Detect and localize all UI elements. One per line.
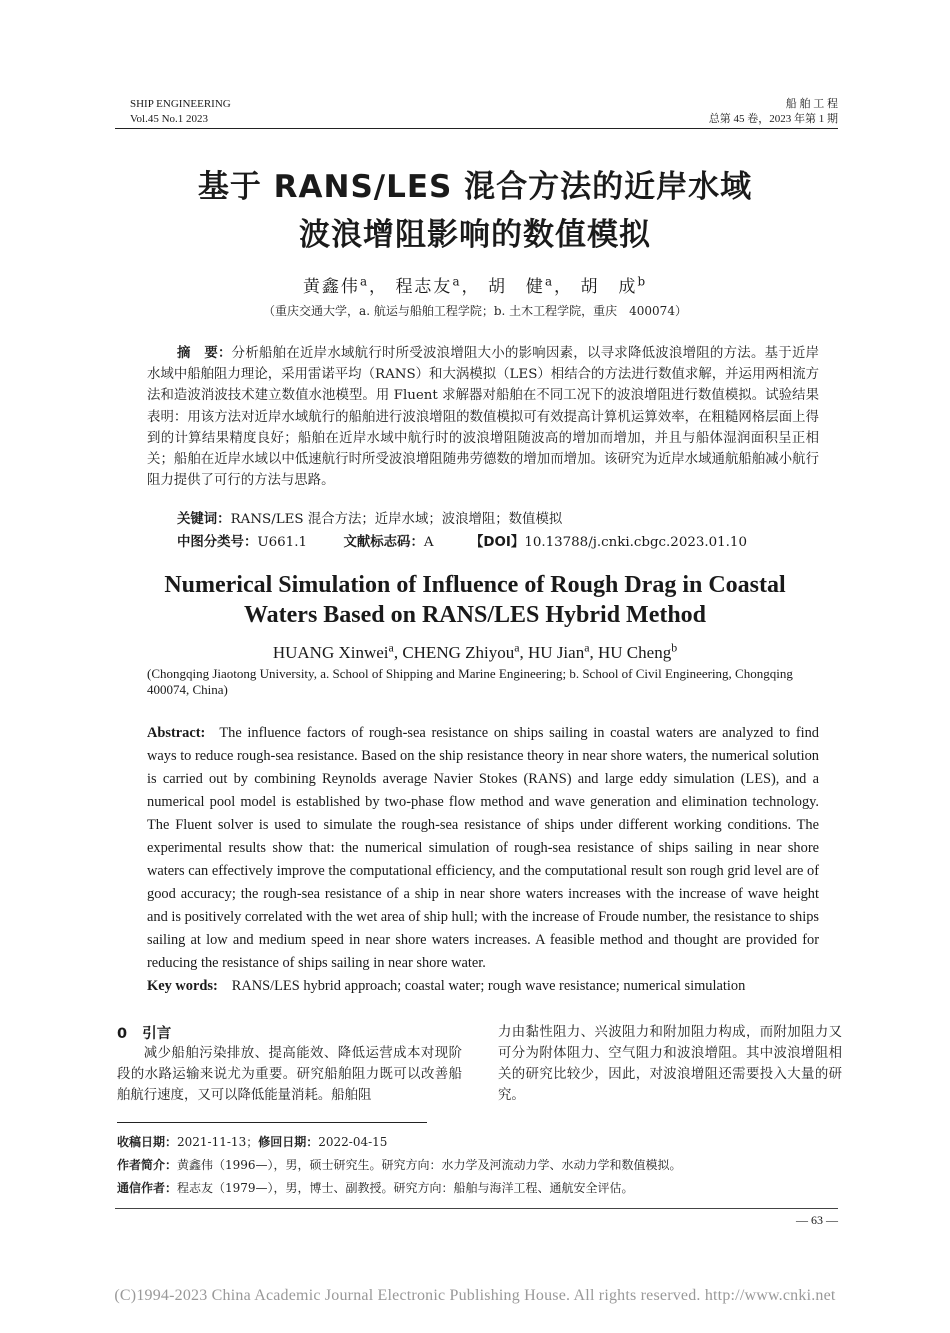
keywords-en	[147, 978, 745, 995]
abstract-en-label: Abstract:	[147, 725, 206, 741]
author-sup: a	[584, 640, 590, 655]
page-number: — 63 —	[796, 1213, 838, 1227]
author-sup: b	[671, 640, 678, 655]
author-sup: a	[388, 640, 394, 655]
doc-code-value: A	[423, 535, 434, 550]
author-sup: b	[637, 274, 648, 289]
header-rule	[115, 128, 838, 129]
abstract-cn-label: 摘 要：	[177, 346, 232, 361]
corresponding-label: 通信作者：	[117, 1181, 178, 1195]
section-title: 引言	[142, 1026, 172, 1042]
title-cn-line1: 基于 RANS/LES 混合方法的近岸水域	[197, 169, 753, 205]
author-bio-label: 作者简介：	[117, 1158, 178, 1172]
author-sup: a	[514, 640, 520, 655]
received-label: 收稿日期：	[117, 1135, 178, 1149]
author-bio: 黄鑫伟（1996—），男，硕士研究生。研究方向：水力学及河流动力学、水动力学和数值模拟。	[177, 1158, 682, 1172]
journal-name-cn: 船 舶 工 程	[785, 98, 838, 110]
keywords-cn-text: RANS/LES 混合方法；近岸水域；波浪增阻；数值模拟	[230, 512, 563, 527]
author-sup: a	[359, 274, 370, 289]
affiliation-en: (Chongqing Jiaotong University, a. School of Shipping and Marine Engineering; b. School of Civil Engineering, Chongqing 400074, China)	[147, 666, 793, 697]
copyright-watermark: (C)1994-2023 China Academic Journal Electronic Publishing House. All rights reserved. http://www.cnki.net	[114, 1287, 836, 1304]
footnote-author	[117, 1156, 682, 1173]
abstract-cn	[147, 343, 819, 491]
title-cn-line2: 波浪增阻影响的数值模拟	[299, 217, 651, 253]
title-cn	[0, 163, 950, 259]
title-en-line2: Waters Based on RANS/LES Hybrid Method	[243, 602, 707, 628]
clc-label: 中图分类号：	[177, 535, 258, 550]
abstract-cn-text: 分析船舶在近岸水域航行时所受波浪增阻大小的影响因素，以寻求降低波浪增阻的方法。基于近岸水域中船舶阻力理论，采用雷诺平均（RANS）和大涡模拟（LES）相结合的方法进行数值求解，并运用两相流方法和造波消波技术建立数值水池模型。用 Fluent 求解器对船舶在不同工况下的波浪增阻进行数值模拟。试验结果表明：用该方法对近岸水域航行的船舶进行波浪增阻的数值模拟可有效提高计算机运算效率，在粗糙网格层面上得到的计算结果精度良好；船舶在近岸水域中航行时的波浪增阻随波高的增加而增加，并且与船体湿润面积呈正相关；船舶在近岸水域以中低速航行时所受波浪增阻随弗劳德数的增加而增加。该研究为近岸水域通航船舶减小航行阻力提供了可行的方法与思路。	[147, 346, 820, 489]
clc-value: U661.1	[257, 535, 307, 550]
footnote-rule	[117, 1122, 427, 1123]
author-en: HU Cheng	[598, 643, 672, 662]
author-sup: a	[452, 274, 462, 289]
received-date: 2021-11-13；	[177, 1135, 259, 1149]
author-cn: 胡 健	[487, 277, 545, 297]
journal-header-en	[130, 97, 231, 127]
doi-label: 【DOI】	[470, 535, 525, 550]
corresponding-author: 程志友（1979—），男，博士、副教授。研究方向：船舶与海洋工程、通航安全评估。	[177, 1181, 634, 1195]
author-cn: 胡 成	[580, 277, 638, 297]
keywords-cn	[177, 508, 562, 527]
affiliation-cn: （重庆交通大学，a. 航运与船舶工程学院；b. 土木工程学院，重庆 400074）	[263, 304, 687, 318]
revised-label: 修回日期：	[258, 1135, 319, 1149]
footer-rule	[115, 1208, 838, 1209]
doi-value[interactable]: 10.13788/j.cnki.cbgc.2023.01.10	[524, 535, 747, 550]
doc-code-label: 文献标志码：	[343, 535, 424, 550]
author-en: HUANG Xinwei	[272, 643, 389, 662]
intro-right-column: 力由黏性阻力、兴波阻力和附加阻力构成，而附加阻力又可分为附体阻力、空气阻力和波浪增阻。其中波浪增阻相关的研究比较少，因此，对波浪增阻还需要投入大量的研究。	[498, 1025, 842, 1103]
keywords-cn-label: 关键词：	[177, 512, 231, 527]
author-cn: 程志友	[395, 277, 453, 297]
section-number: 0	[117, 1026, 128, 1042]
author-sup: a	[544, 274, 555, 289]
abstract-en-text: The influence factors of rough-sea resistance on ships sailing in coastal waters are analyzed to find ways to reduce rough-sea resistance. Based on the ship resistance theory in near shore waters, the numerical solution is carried out by combining Reynolds average Navier Stokes (RANS) and large eddy simulation (LES), and a numerical pool model is established by two-phase flow method and wave generation and elimination technology. The Fluent solver is used to simulate the rough-sea resistance of ships under different working conditions. The experimental results show that: the numerical simulation of rough-sea resistance of ships sailing in near shore waters can effectively improve the computational efficiency, and the computational result son rough grid level are of good accuracy; the rough-sea resistance of a ship in near shore waters increases with the increase of wave height and is positively correlated with the wet area of ship hull; with the increase of Froude number, the resistance to ships sailing at low and medium speed in near shore waters increases. A feasible method and thought are provided for reducing the resistance of ships sailing in near shore water.	[147, 725, 820, 971]
author-cn: 黄鑫伟	[302, 277, 360, 297]
footnote-corresponding	[117, 1179, 634, 1196]
author-en: CHENG Zhiyou	[402, 643, 515, 662]
journal-name-en: SHIP ENGINEERING	[130, 98, 231, 110]
journal-header-cn	[709, 97, 838, 127]
keywords-en-text: RANS/LES hybrid approach; coastal water; rough wave resistance; numerical simulation	[231, 978, 746, 994]
journal-volume-en: Vol.45 No.1 2023	[130, 113, 209, 125]
authors-cn: 黄鑫伟$^a$， 程志友$^a$， 胡 健$^a$， 胡 成$^b$	[302, 274, 648, 297]
title-en	[0, 570, 950, 630]
classification-line	[177, 531, 747, 550]
keywords-en-label: Key words:	[147, 978, 218, 994]
revised-date: 2022-04-15	[318, 1135, 388, 1149]
journal-volume-cn: 总第 45 卷，2023 年第 1 期	[708, 113, 838, 125]
footnote-received	[117, 1133, 387, 1150]
author-en: HU Jian	[528, 643, 585, 662]
intro-left-column: 减少船舶污染排放、提高能效、降低运营成本对现阶段的水路运输来说尤为重要。研究船舶阻力既可以改善船舶航行速度，又可以降低能量消耗。船舶阻	[117, 1046, 462, 1103]
authors-en: HUANG Xinwei$^a$, CHENG Zhiyou$^a$, HU Jian$^a$, HU Cheng$^b$	[272, 640, 678, 662]
section-heading	[117, 1022, 171, 1043]
title-en-line1: Numerical Simulation of Influence of Rough Drag in Coastal	[164, 572, 786, 598]
abstract-en	[147, 722, 819, 975]
